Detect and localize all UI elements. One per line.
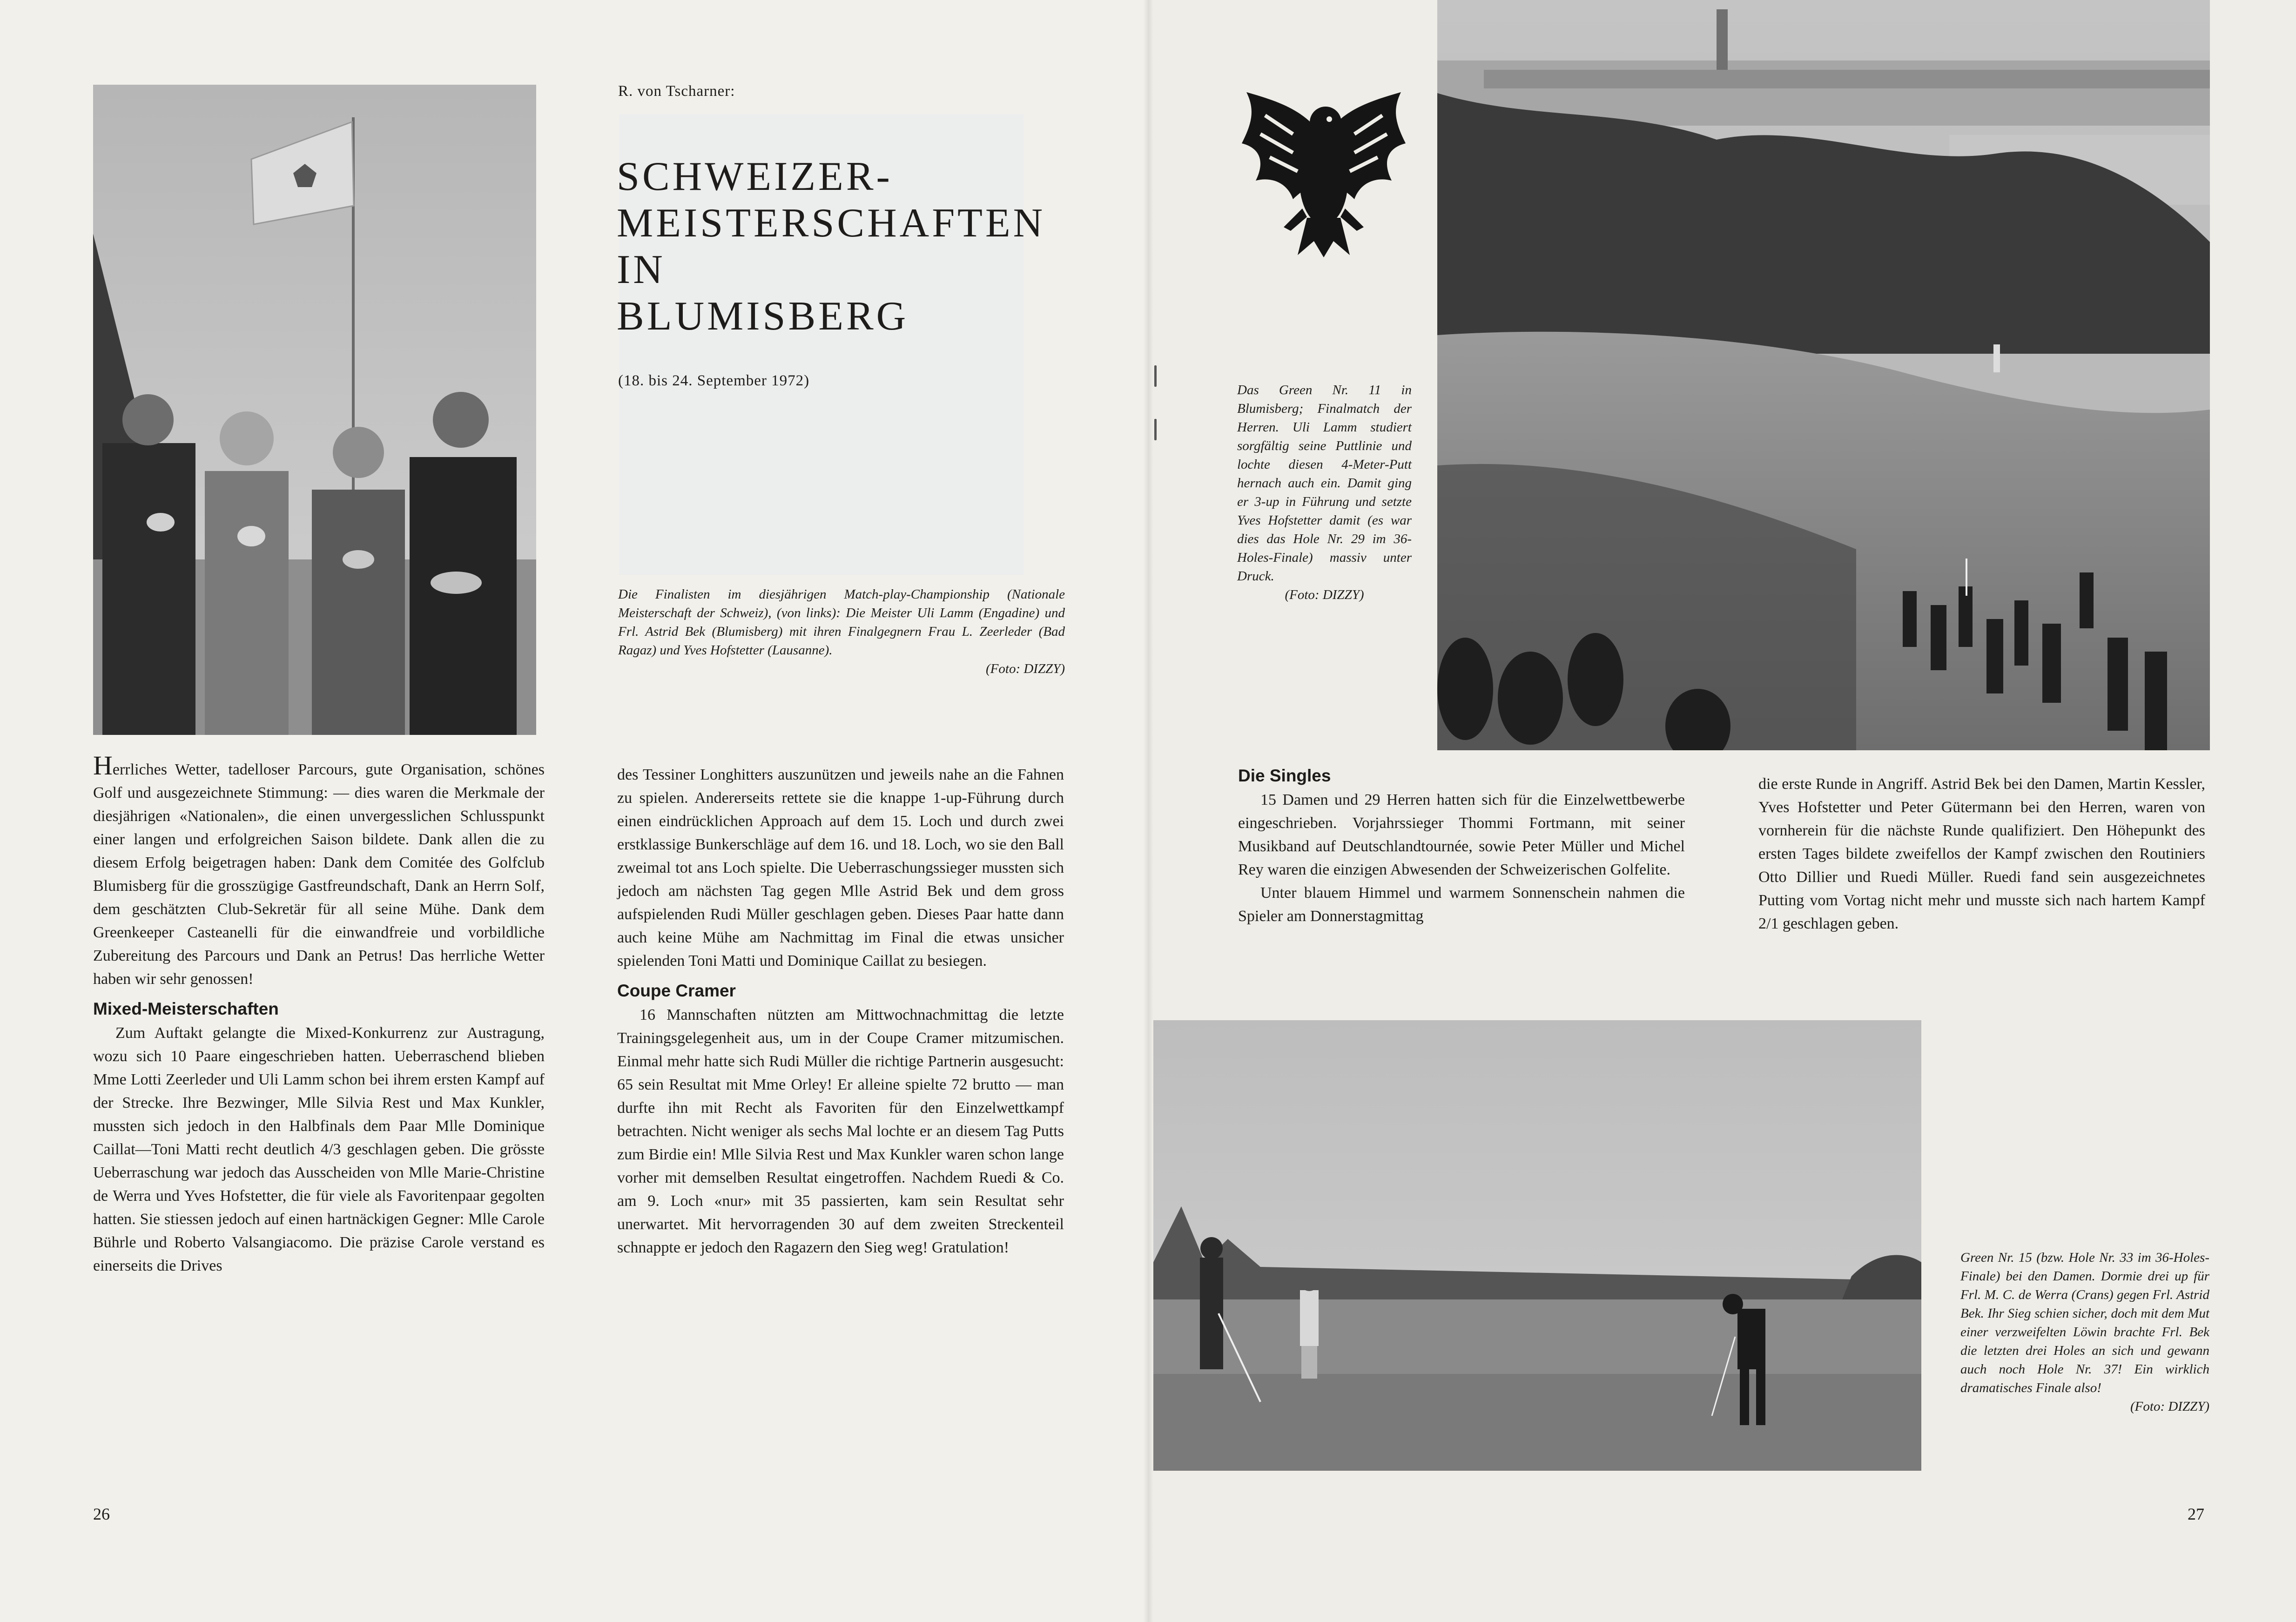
green-11-photo <box>1437 0 2210 750</box>
event-dates: (18. bis 24. September 1972) <box>618 372 810 389</box>
caption-text: Green Nr. 15 (bzw. Hole Nr. 33 im 36-Holes-Finale) bei den Damen. Dormie drei up für Frl. M. C. de Werra (Crans) gegen Frl. Astrid Bek. Ihr Sieg schien sicher, doch mit dem Mut einer verzweifelten Löwin brachte Frl. Bek die letzten drei Holes an sich und gewann auch noch Hole Nr. 37! Ein wirklich dramatisches Finale also! <box>1960 1250 2209 1395</box>
singles-continued-paragraph: die erste Runde in Angriff. Astrid Bek bei den Damen, Martin Kessler, Yves Hofstetter und Peter Gütermann bei den Herren, waren von vornherein für die nächste Runde qualifiziert. Den Höhepunkt des ersten Tages bildete zweifellos der Kampf zwischen den Routiniers Otto Dillier und Ruedi Müller. Ruedi fand sein ausgezeichnetes Putting vom Vortag nicht mehr und musste sich nach hartem Kampf 2/1 geschlagen geben. <box>1758 775 2205 932</box>
article-column-2 <box>617 763 1064 1259</box>
mixed-paragraph: Zum Auftakt gelangte die Mixed-Konkurrenz zur Austragung, wozu sich 10 Paare eingeschrieben hatten. Ueberraschend blieben Mme Lotti Zeerleder und Uli Lamm schon bei ihrem ersten Kampf auf der Strecke. Ihre Bezwinger, Mlle Silvia Rest und Max Kunkler, mussten sich jedoch in den Halbfinals dem Paar Mlle Dominique Caillat—Toni Matti recht deutlich 4/3 geschlagen geben. Die grösste Ueberraschung war jedoch das Ausscheiden von Mlle Marie-Christine de Werra und Yves Hofstetter, die für viele als Favoritenpaar gegolten hatten. Sie stiessen jedoch auf einen hartnäckigen Gegner: Mlle Carole Bührle und Roberto Valsangiacomo. Die präzise Carole verstand es einerseits die Drives <box>93 1024 545 1274</box>
article-column-3 <box>1238 763 1685 928</box>
article-column-1 <box>93 750 545 1278</box>
finalists-caption <box>618 585 1065 678</box>
singles-paragraph-1: 15 Damen und 29 Herren hatten sich für die Einzelwettbewerbe eingeschrieben. Vorjahrssieger Thommi Fortmann, mit seiner Musikband auf Deutschlandtournée, sowie Peter Müller und Michel Rey waren die einzigen Abwesenden der Schweizerischen Golfelite. <box>1238 791 1685 878</box>
photo-credit: (Foto: DIZZY) <box>986 661 1065 676</box>
drop-cap: H <box>93 750 113 781</box>
coupe-cramer-paragraph: 16 Mannschaften nützten am Mittwochnachmittag die letzte Trainingsgelegenheit aus, um in der Coupe Cramer mitzumischen. Einmal mehr hatte sich Rudi Müller die richtige Partnerin ausgesucht: 65 sein Resultat mit Mme Orley! Er alleine spielte 72 brutto — man durfte ihn mit Recht als Favoriten für den Einzelwettkampf betrachten. Nicht weniger als sechs Mal lochte er an diesem Tag Putts zum Birdie ein! Mlle Silvia Rest und Max Kunkler waren schon lange vorher mit demselben Resultat eingetroffen. Nachdem Ruedi & Co. am 9. Loch «nur» mit 35 passierten, kam sein Resultat sehr unerwartet. Mit hervorragenden 30 auf dem zweiten Streckenteil schnappte er jedoch den Ragazern den Sieg weg! Gratulation! <box>617 1006 1064 1256</box>
green-11-caption <box>1237 381 1412 604</box>
section-heading-singles: Die Singles <box>1238 766 1331 785</box>
eagle-crest-icon <box>1237 83 1410 260</box>
page-number-right: 27 <box>2188 1505 2204 1523</box>
singles-paragraph-2: Unter blauem Himmel und warmem Sonnenschein nahmen die Spieler am Donnerstagmittag <box>1238 884 1685 925</box>
green-15-photo <box>1153 1020 1921 1471</box>
caption-text: Das Green Nr. 11 in Blumisberg; Finalmatch der Herren. Uli Lamm studiert sorgfältig seine Puttlinie und lochte diesen 4-Meter-Putt hernach auch ein. Damit ging er 3-up in Führung und setzte Yves Hofstetter damit (es war dies das Hole Nr. 29 im 36-Holes-Finale) massiv unter Druck. <box>1237 383 1412 584</box>
finalists-photo <box>93 85 536 735</box>
staple-mark <box>1154 419 1157 440</box>
caption-text: Die Finalisten im diesjährigen Match-play-Championship (Nationale Meisterschaft der Schweiz), (von links): Die Meister Uli Lamm (Engadine) und Frl. Astrid Bek (Blumisberg) mit ihren Finalgegnern Frau L. Zeerleder (Bad Ragaz) und Yves Hofstetter (Lausanne). <box>618 587 1065 658</box>
author-byline: R. von Tscharner: <box>618 83 735 100</box>
article-column-4 <box>1758 773 2205 936</box>
title-line: MEISTERSCHAFTEN <box>617 201 1046 246</box>
staple-mark <box>1154 365 1157 387</box>
title-line: BLUMISBERG <box>617 294 909 339</box>
photo-credit: (Foto: DIZZY) <box>1285 587 1364 602</box>
photo-credit: (Foto: DIZZY) <box>2130 1399 2209 1414</box>
page-gutter <box>1143 0 1153 1622</box>
article-title <box>617 154 1082 340</box>
title-line: IN <box>617 247 666 292</box>
column2-paragraph: des Tessiner Longhitters auszunützen und jeweils nahe an die Fahnen zu spielen. Andererseits rettete sie die knappe 1-up-Führung durch einen eindrücklichen Approach auf dem 15. Loch und durch zwei erstklassige Bunkerschläge auf dem 16. und 18. Loch, wo sie den Ball zweimal tot ans Loch spielte. Die Ueberraschungssieger mussten sich jedoch am nächsten Tag gegen Mlle Astrid Bek und dem gross aufspielenden Rudi Müller geschlagen geben. Dieses Paar hatte dann auch keine Mühe am Nachmittag im Final die etwas unsicher spielenden Toni Matti und Dominique Caillat zu besiegen. <box>617 766 1064 969</box>
section-heading-coupe-cramer: Coupe Cramer <box>617 981 736 1000</box>
title-line: SCHWEIZER- <box>617 154 893 199</box>
green-15-caption <box>1960 1248 2209 1416</box>
intro-paragraph <box>93 750 545 991</box>
intro-text: errliches Wetter, tadelloser Parcours, gute Organisation, schönes Golf und ausgezeichnete Stimmung: — dies waren die Merkmale der diesjährigen «Nationalen», die einen unvergesslichen Schlusspunkt einer langen und erfolgreichen Saison bildete. Dank allen die zu diesem Erfolg beigetragen haben: Dank dem Comitée des Golfclub Blumisberg für die grosszügige Gastfreundschaft, Dank an Herrn Solf, dem geschätzten Club-Sekretär für all seine Mühe. Dank dem Greenkeeper Casteanelli für die einwandfreie und vorbildliche Zubereitung des Parcours und Dank an Petrus! Das herrliche Wetter haben wir sehr genossen! <box>93 761 545 988</box>
page-number-left: 26 <box>93 1505 110 1523</box>
section-heading-mixed: Mixed-Meisterschaften <box>93 999 279 1018</box>
